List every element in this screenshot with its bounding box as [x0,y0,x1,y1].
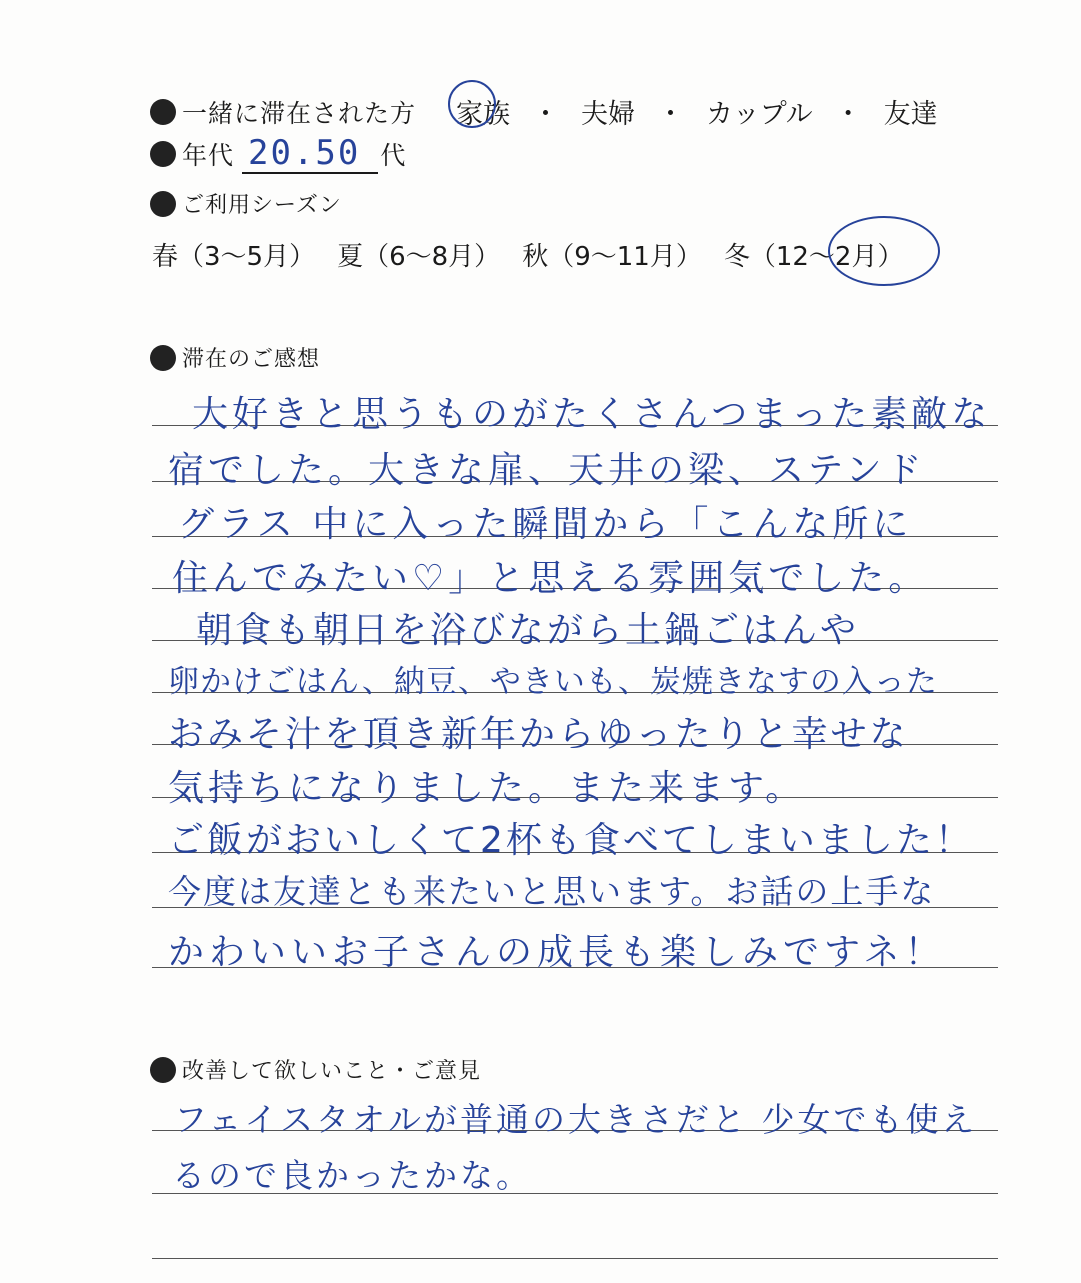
impressions-label-row [150,342,320,373]
companion-option-friends[interactable]: 友達 [883,99,938,130]
improvements-line: フェイスタオルが普通の大きさだと 少女でも使え [174,1100,978,1139]
improvements-label-row [150,1054,481,1085]
separator: ・ [834,99,862,130]
companion-options [452,92,942,131]
age-field[interactable]: 20.50 [242,134,378,174]
impressions-line: かわいいお子さんの成長も楽しみですネ！ [168,932,946,973]
season-label-row [150,188,342,219]
impressions-line: 気持ちになりました。また来ます。 [168,768,806,809]
companion-option-couple-married[interactable]: 夫婦 [581,99,636,130]
impressions-line: グラス 中に入った瞬間から「こんな所に [178,504,913,545]
impressions-line: ご飯がおいしくて2杯も食べてしまいました！ [168,820,974,861]
impressions-line: 朝食も朝日を浴びながら土鍋ごはんや [196,610,860,651]
bullet-icon [150,191,176,217]
improvements-label: 改善して欲しいこと・ご意見 [182,1059,482,1084]
age-label: 年代 [182,141,235,170]
bullet-icon [150,141,176,167]
companion-option-couple[interactable]: カップル [706,99,813,130]
bullet-icon [150,345,176,371]
impressions-line: 宿でした。大きな扉、天井の梁、ステンド [168,450,926,491]
impressions-label: 滞在のご感想 [182,347,321,372]
impressions-line: 住んでみたい♡」と思える雰囲気でした。 [172,558,929,599]
season-option-spring[interactable]: 春（3〜5月） [152,242,316,272]
age-suffix: 代 [380,141,406,170]
season-option-autumn[interactable]: 秋（9〜11月） [522,242,702,272]
companion-label: 一緒に滞在された方 [182,98,417,128]
separator: ・ [532,99,560,130]
bullet-icon [150,99,176,125]
ruled-line [152,1258,998,1259]
season-option-summer[interactable]: 夏（6〜8月） [337,242,501,272]
bullet-icon [150,1057,176,1083]
season-label: ご利用シーズン [182,193,342,218]
separator: ・ [657,99,685,130]
impressions-line: 卵かけごはん、納豆、やきいも、炭焼きなすの入った [168,664,938,700]
season-option-winter[interactable]: 冬（12〜2月） [723,242,904,272]
impressions-line: おみそ汁を頂き新年からゆったりと幸せな [168,714,909,755]
impressions-line: 大好きと思うものがたくさんつまった素敵な [192,394,992,435]
improvements-line: るので良かったかな。 [172,1156,532,1195]
age-row [150,134,405,174]
selection-circle [828,216,940,286]
companion-row [150,92,942,131]
companion-option-family[interactable]: 家族 [452,92,514,131]
impressions-line: 今度は友達とも来たいと思います。お話の上手な [168,872,936,911]
season-options [152,236,903,273]
